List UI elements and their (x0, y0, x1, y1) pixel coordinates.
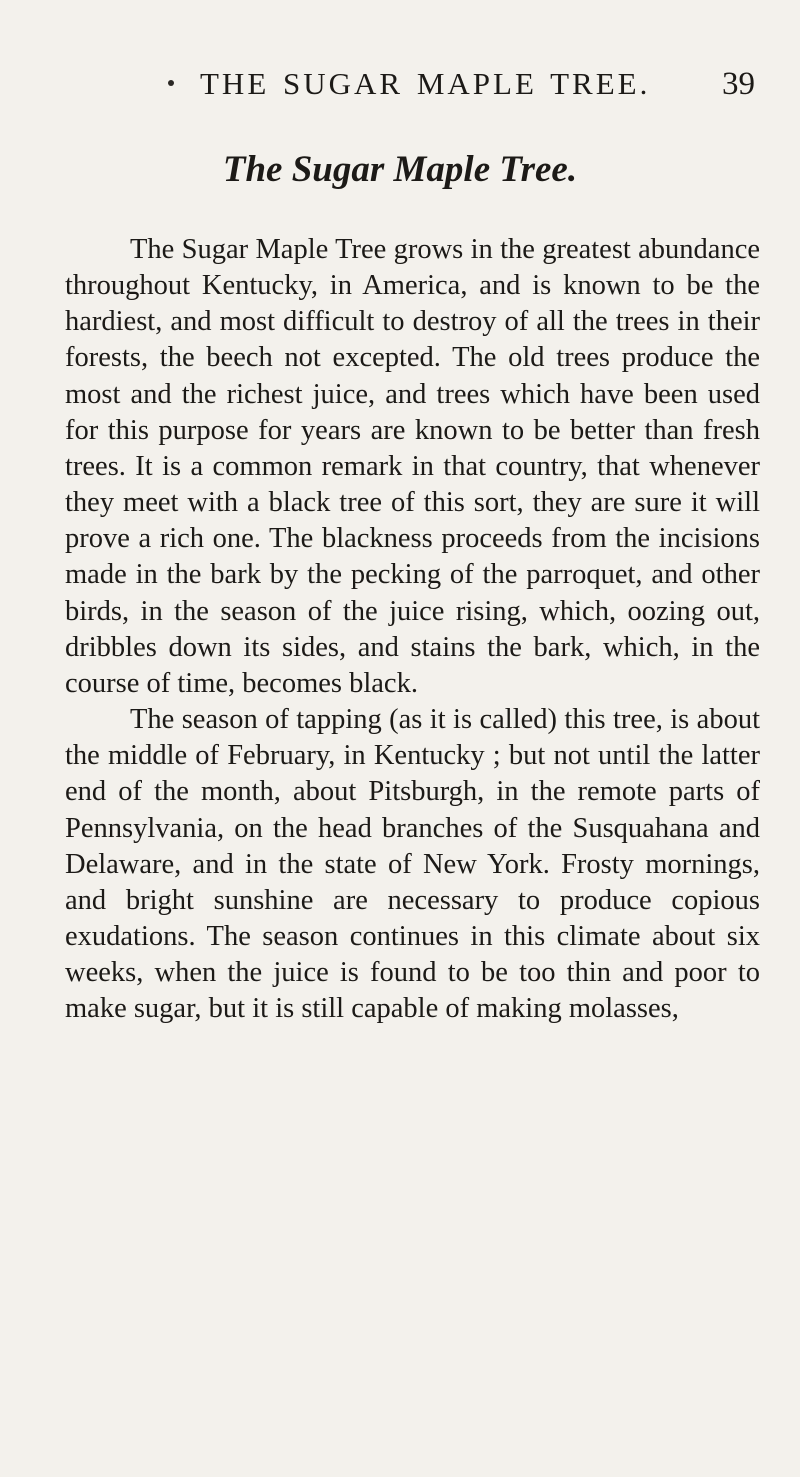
paragraph-1: The Sugar Maple Tree grows in the greatest abundance throughout Kentucky, in America, and is known to be the hardiest, and most difficult to destroy of all the trees in their forests, the beech not excepted. The old trees produce the most and the richest juice, and trees which have been used for this purpose for years are known to be better than fresh trees. It is a common remark in that country, that whenever they meet with a black tree of this sort, they are sure it will prove a rich one. The blackness proceeds from the incisions made in the bark by the pecking of the parroquet, and other birds, in the season of the juice rising, which, oozing out, dribbles down its sides, and stains the bark, which, in the course of time, becomes black. (65, 234, 760, 699)
running-title: THE SUGAR MAPLE TREE. (200, 66, 651, 101)
running-header (200, 64, 755, 104)
section-title: The Sugar Maple Tree. (222, 149, 578, 190)
paragraph-2: The season of tapping (as it is called) this tree, is about the middle of February, in Kentucky ; but not until the latter end of the month, about Pitsburgh, in the remote parts of Pennsylvania, on the head branches of the Susquahana and Delaware, and in the state of New York. Frosty mornings, and bright sunshine are necessary to produce copious exudations. The season continues in this climate about six weeks, when the juice is found to be too thin and poor to make sugar, but it is still capable of making molasses, (65, 704, 760, 1025)
page-number: 39 (722, 66, 755, 102)
bullet-mark (168, 80, 174, 86)
body-text (65, 232, 760, 1027)
